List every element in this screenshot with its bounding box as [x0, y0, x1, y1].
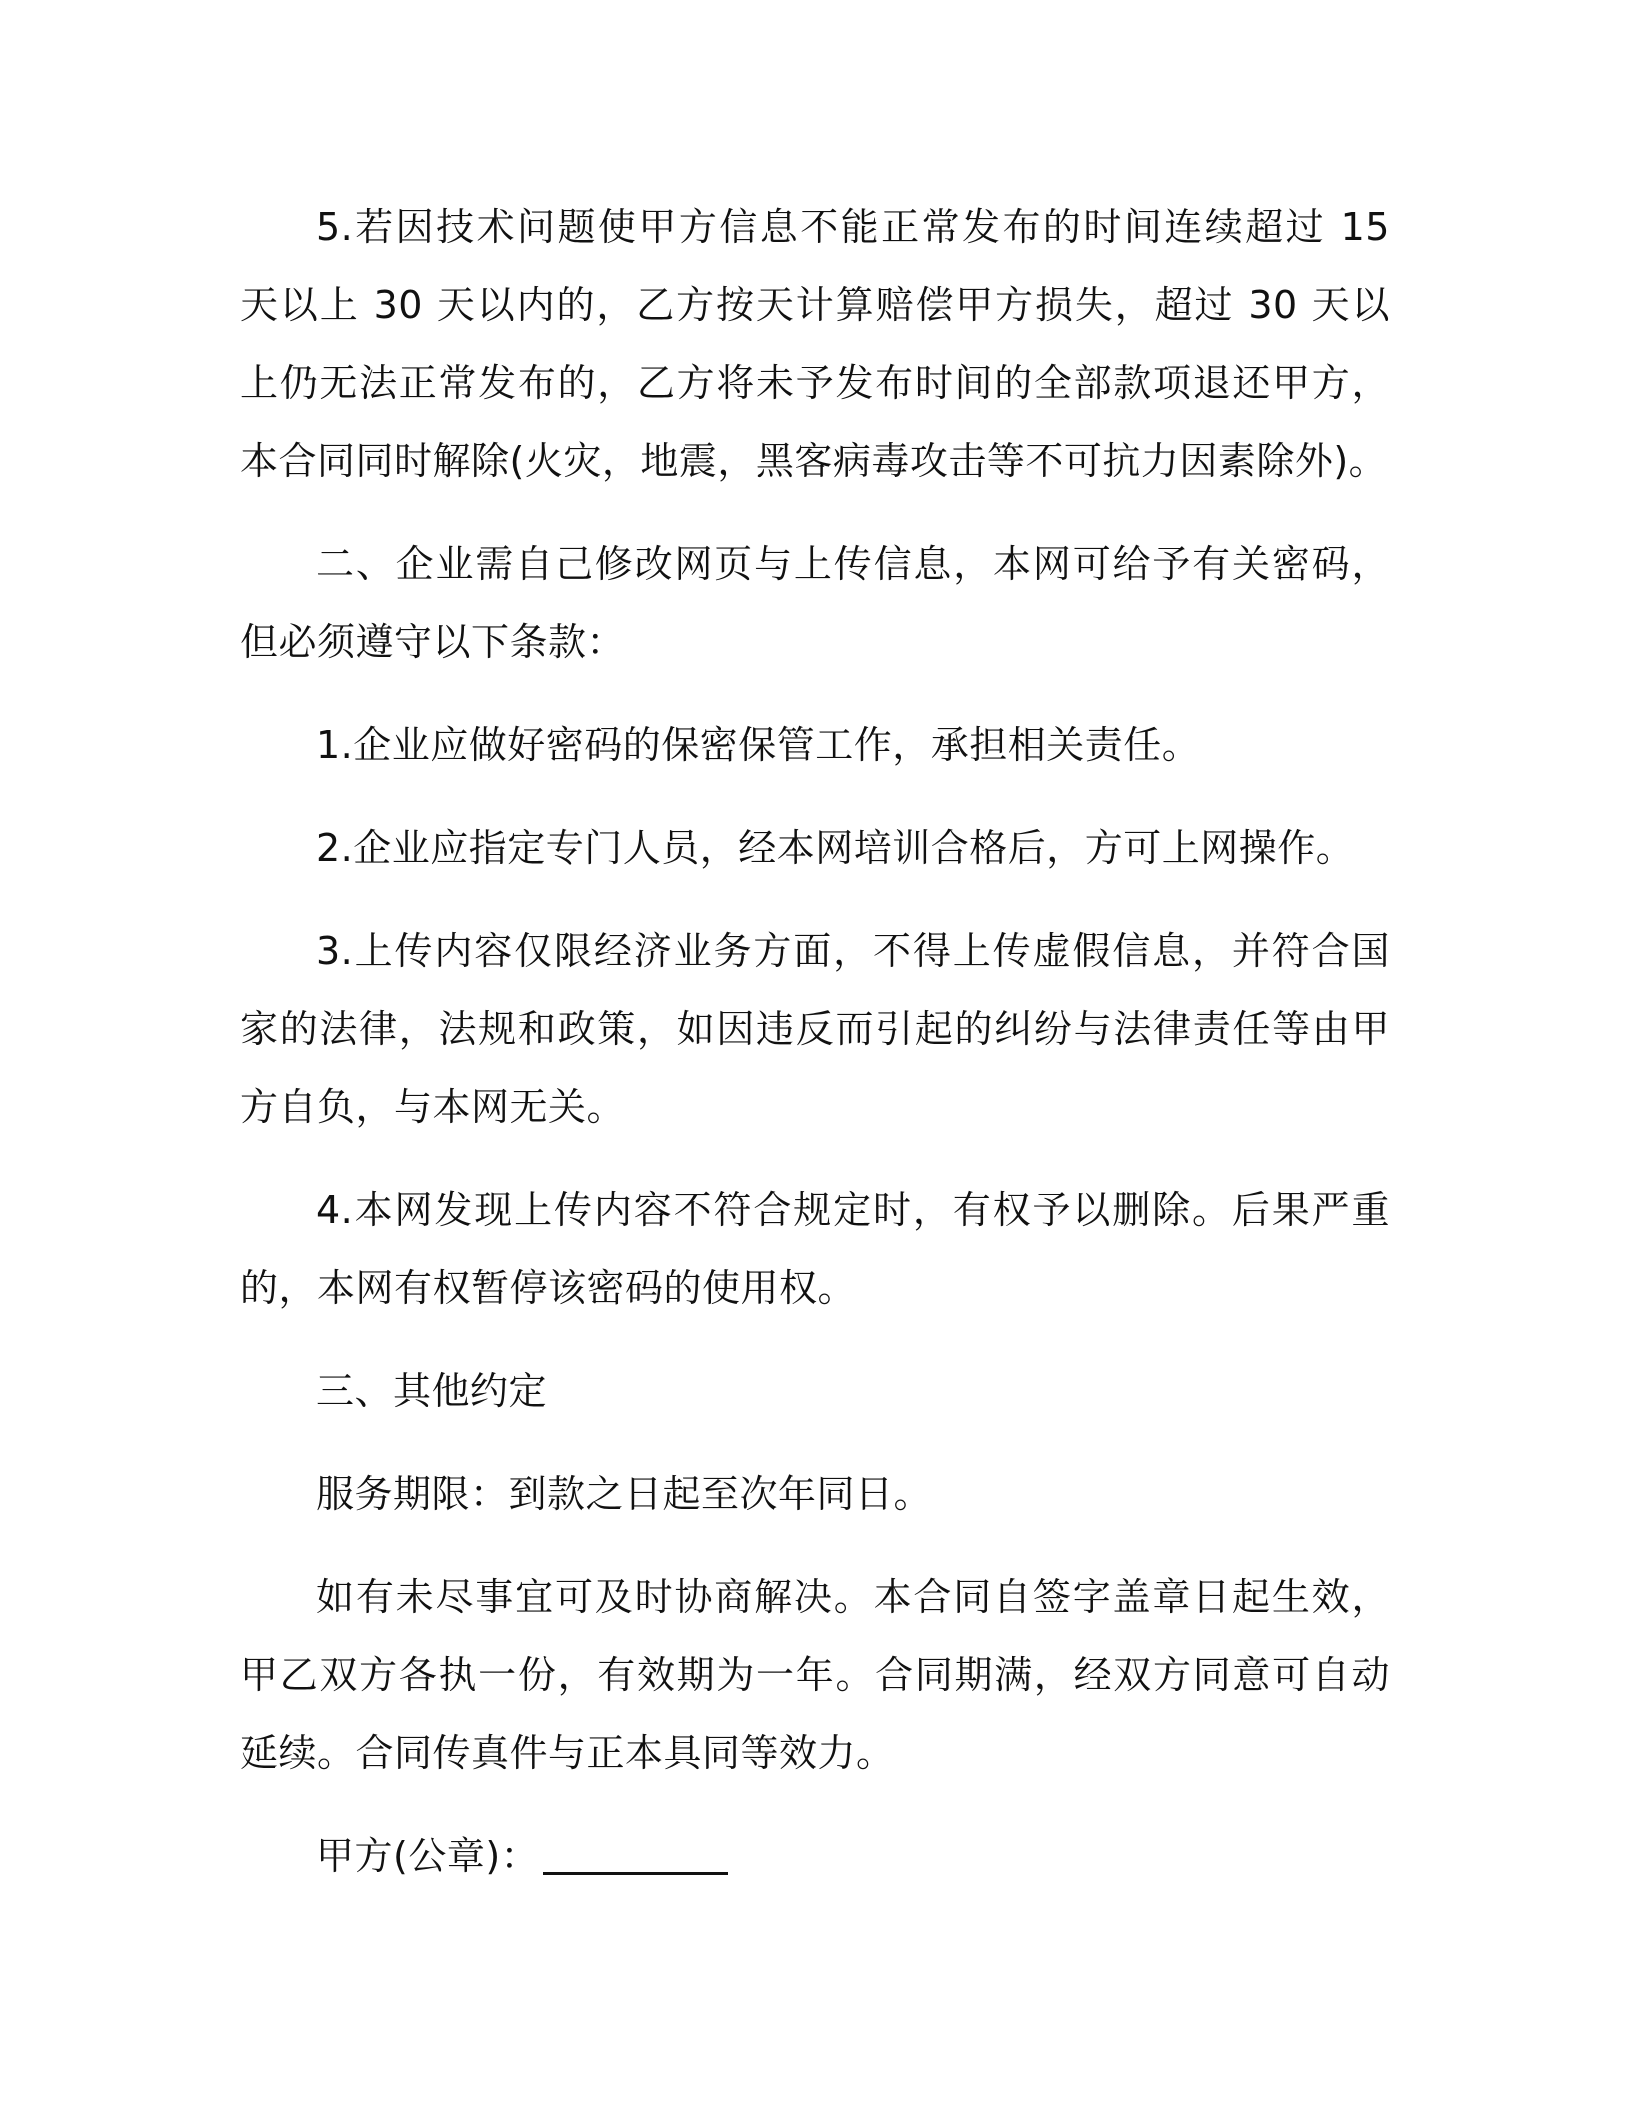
- clause-5-paragraph: 5.若因技术问题使甲方信息不能正常发布的时间连续超过 15 天以上 30 天以内的，乙方按天计算赔偿甲方损失，超过 30 天以上仍无法正常发布的，乙方将未予发布时间的全部款项退还甲方，本合同同时解除(火灾，地震，黑客病毒攻击等不可抗力因素除外)。: [240, 205, 1390, 483]
- party-a-seal-label: 甲方(公章)：: [316, 1834, 540, 1878]
- section-2-heading-paragraph: 二、企业需自己修改网页与上传信息，本网可给予有关密码，但必须遵守以下条款：: [240, 542, 1390, 664]
- party-a-signature-row: [240, 1817, 1390, 1895]
- document-body: [240, 188, 1390, 1920]
- clause-1-paragraph: 1.企业应做好密码的保密保管工作，承担相关责任。: [316, 723, 1201, 767]
- clause-3-paragraph: 3.上传内容仅限经济业务方面，不得上传虚假信息，并符合国家的法律，法规和政策，如因违反而引起的纠纷与法律责任等由甲方自负，与本网无关。: [240, 929, 1390, 1129]
- section-3-heading: 三、其他约定: [316, 1369, 548, 1413]
- signature-blank-line: [543, 1832, 728, 1875]
- general-terms-paragraph: 如有未尽事宜可及时协商解决。本合同自签字盖章日起生效，甲乙双方各执一份，有效期为一年。合同期满，经双方同意可自动延续。合同传真件与正本具同等效力。: [240, 1575, 1390, 1775]
- service-term-paragraph: 服务期限：到款之日起至次年同日。: [316, 1472, 933, 1516]
- clause-2-paragraph: 2.企业应指定专门人员，经本网培训合格后，方可上网操作。: [316, 826, 1355, 870]
- clause-4-paragraph: 4.本网发现上传内容不符合规定时，有权予以删除。后果严重的，本网有权暂停该密码的使用权。: [240, 1188, 1390, 1310]
